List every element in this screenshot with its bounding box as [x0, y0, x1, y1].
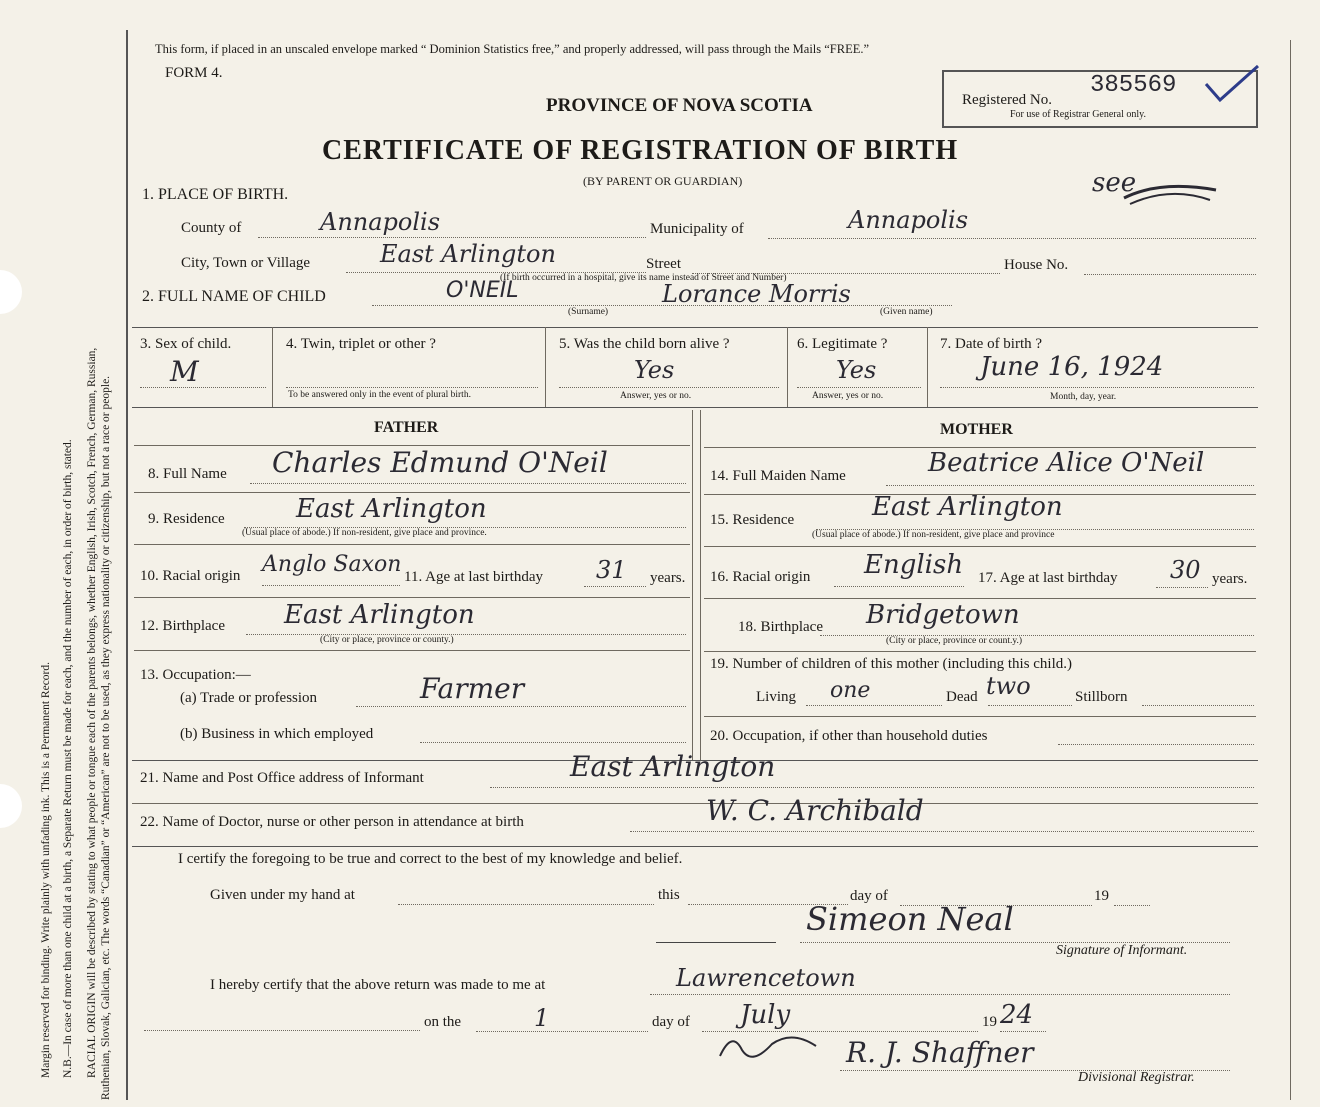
stillborn-label: Stillborn	[1075, 689, 1128, 705]
municipality-value: Annapolis	[848, 206, 969, 234]
twin-label: 4. Twin, triplet or other ?	[286, 336, 436, 352]
mother-age-label: 17. Age at last birthday	[978, 570, 1118, 586]
child-surname: O'NEIL	[446, 278, 519, 303]
mother-children-label: 19. Number of children of this mother (including this child.)	[710, 656, 1073, 672]
father-birth-label: 12. Birthplace	[140, 618, 225, 634]
doctor-line	[630, 831, 1254, 832]
alive-note: Answer, yes or no.	[620, 391, 692, 401]
father-birth-value: East Arlington	[284, 600, 475, 630]
day-of-label: day of	[850, 888, 888, 904]
county-value: Annapolis	[320, 208, 441, 236]
registered-label: Registered No.	[962, 92, 1052, 108]
place-heading: 1. PLACE OF BIRTH.	[142, 186, 289, 203]
father-birth-note: (City or place, province or county.)	[320, 635, 454, 645]
punch-hole-top	[0, 270, 22, 314]
parents-divider-right	[700, 410, 701, 760]
alive-label: 5. Was the child born alive ?	[559, 336, 730, 352]
year2-line	[1000, 1031, 1046, 1032]
mother-birth-label: 18. Birthplace	[738, 619, 823, 635]
mother-birth-note: (City or place, province or count.y.)	[886, 636, 1023, 646]
col-rule-3	[787, 327, 788, 407]
mother-rule-15	[704, 546, 1256, 547]
father-age-value: 31	[596, 556, 627, 584]
mail-notice: This form, if placed in an unscaled envelope marked “ Dominion Statistics free,” and properly addressed, will pass through the Mails “FREE.”	[155, 42, 870, 56]
mother-race-label: 16. Racial origin	[710, 569, 811, 585]
strikeout-mark	[1120, 172, 1220, 212]
year-line	[1114, 905, 1150, 906]
registered-number: 385569	[1090, 72, 1177, 99]
sex-value: M	[170, 355, 199, 388]
father-race-label: 10. Racial origin	[140, 568, 241, 584]
father-trade-line	[356, 706, 686, 707]
stillborn-line	[1142, 705, 1254, 706]
mother-race-value: English	[864, 550, 964, 580]
year2-value: 24	[1000, 1000, 1034, 1030]
informant-line	[490, 787, 1254, 788]
father-years-label: years.	[650, 570, 686, 586]
living-line	[806, 705, 942, 706]
row-rule-parents	[132, 407, 1258, 408]
left-sig-rule	[656, 942, 776, 943]
living-label: Living	[756, 689, 796, 705]
return-place-line	[650, 994, 1230, 995]
day-of2-label: day of	[652, 1014, 690, 1030]
legit-value: Yes	[836, 356, 877, 384]
row-rule-top	[132, 327, 1258, 328]
father-age-line	[584, 586, 646, 587]
legit-label: 6. Legitimate ?	[797, 336, 888, 352]
this-label: this	[658, 887, 680, 903]
father-occ-label: 13. Occupation:—	[140, 667, 251, 683]
page-title: CERTIFICATE OF REGISTRATION OF BIRTH	[322, 135, 959, 166]
mother-rule-16	[704, 598, 1256, 599]
father-heading: FATHER	[374, 419, 439, 436]
father-birth-line	[246, 634, 686, 635]
given-label: Given under my hand at	[210, 887, 355, 903]
father-rule-9	[134, 544, 690, 545]
municipality-line	[768, 238, 1256, 239]
father-res-note: (Usual place of abode.) If non-resident, give place and province.	[242, 528, 487, 538]
mother-name-label: 14. Full Maiden Name	[710, 468, 846, 484]
father-race-line	[262, 585, 400, 586]
dob-note: Month, day, year.	[1050, 392, 1117, 402]
mother-birth-value: Bridgetown	[866, 600, 1020, 630]
return-place: Lawrencetown	[676, 964, 856, 992]
dob-value: June 16, 1924	[980, 352, 1164, 382]
doctor-rule	[132, 846, 1258, 847]
informant-signature: Simeon Neal	[806, 900, 1014, 938]
twin-line	[286, 387, 538, 388]
father-name-line	[250, 483, 686, 484]
doctor-label: 22. Name of Doctor, nurse or other person in attendance at birth	[140, 814, 524, 830]
dead-line	[988, 705, 1072, 706]
father-business-line	[420, 742, 686, 743]
county-label: County of	[181, 220, 242, 236]
margin-text-racial: RACIAL ORIGIN will be described by stating to what people or tongue each of the parents belongs, whether English, Irish, Scotch, French, German, Russian,	[86, 347, 98, 1078]
informant-label: 21. Name and Post Office address of Informant	[140, 770, 424, 786]
year2-prefix: 19	[982, 1014, 997, 1030]
lead-line	[144, 1030, 420, 1031]
col-rule-1	[272, 327, 273, 407]
margin-text-racial-cont: Ruthenian, Slovak, Galician, etc. The words “Canadian” or “American” are not to be used, as they express nationality or citizenship, but not a race or people.	[100, 375, 112, 1100]
col-rule-2	[545, 327, 546, 407]
father-trade-label: (a) Trade or profession	[180, 690, 318, 706]
mother-res-label: 15. Residence	[710, 512, 795, 528]
given-place-line	[398, 904, 654, 905]
father-res-label: 9. Residence	[148, 511, 225, 527]
father-trade-value: Farmer	[420, 672, 525, 705]
flourish-mark	[712, 1026, 822, 1066]
margin-border	[126, 30, 128, 1100]
day-value: 1	[534, 1004, 550, 1032]
house-line	[1084, 274, 1256, 275]
day-value-line	[476, 1031, 648, 1032]
mother-name-line	[886, 485, 1254, 486]
surname-caption: (Surname)	[568, 307, 609, 317]
father-age-label: 11. Age at last birthday	[404, 569, 543, 585]
informant-rule	[132, 803, 1258, 804]
corner-note: see	[1092, 168, 1137, 198]
mother-occ-label: 20. Occupation, if other than household duties	[710, 728, 988, 744]
doctor-value: W. C. Archibald	[706, 794, 924, 827]
dob-label: 7. Date of birth ?	[940, 336, 1043, 352]
street-label: Street	[646, 256, 681, 272]
father-name-value: Charles Edmund O'Neil	[272, 446, 608, 479]
margin-text-nb: N.B.—In case of more than one child at a birth, a Separate Return must be made for each, and the number of each, in order of birth, stated.	[62, 439, 74, 1078]
informant-value: East Arlington	[570, 750, 776, 783]
child-name-label: 2. FULL NAME OF CHILD	[142, 288, 326, 305]
checkmark-icon	[1202, 62, 1262, 107]
hospital-note: (If birth occurred in a hospital, give its name instead of Street and Number)	[500, 273, 787, 283]
house-label: House No.	[1004, 257, 1069, 273]
return-text: I hereby certify that the above return was made to me at	[210, 977, 546, 993]
dead-label: Dead	[946, 689, 978, 705]
certify-text: I certify the foregoing to be true and correct to the best of my knowledge and belief.	[178, 851, 683, 867]
father-res-value: East Arlington	[296, 494, 487, 524]
year-prefix: 19	[1094, 888, 1109, 904]
mother-age-value: 30	[1170, 556, 1201, 584]
legit-note: Answer, yes or no.	[812, 391, 884, 401]
registrar-signature: R. J. Shaffner	[846, 1036, 1034, 1069]
dead-value: two	[986, 672, 1031, 700]
sex-label: 3. Sex of child.	[140, 336, 232, 352]
mother-occ-line	[1058, 744, 1254, 745]
given-caption: (Given name)	[880, 307, 933, 317]
mother-heading: MOTHER	[940, 421, 1013, 438]
parents-divider-left	[692, 410, 693, 760]
city-value: East Arlington	[380, 240, 556, 268]
registrar-caption: Divisional Registrar.	[1078, 1070, 1195, 1085]
col-rule-4	[927, 327, 928, 407]
father-rule-8	[134, 492, 690, 493]
registrar-note: For use of Registrar General only.	[1010, 109, 1146, 120]
form-number: FORM 4.	[165, 65, 223, 81]
county-line	[258, 237, 646, 238]
sex-line	[140, 387, 266, 388]
legit-line	[797, 387, 921, 388]
father-rule-12	[134, 650, 690, 651]
informant-sig-caption: Signature of Informant.	[1056, 943, 1188, 958]
province-heading: PROVINCE OF NOVA SCOTIA	[546, 95, 813, 116]
form-right-border	[1290, 40, 1291, 1100]
mother-rule-18	[704, 651, 1256, 652]
alive-value: Yes	[634, 356, 675, 384]
living-value: one	[830, 678, 871, 703]
twin-note: To be answered only in the event of plural birth.	[288, 390, 471, 400]
city-label: City, Town or Village	[181, 255, 311, 271]
margin-text-binding: Margin reserved for binding. Write plainly with unfading ink. This is a Permanent Record.	[40, 661, 52, 1078]
mother-rule-19	[704, 716, 1256, 717]
mother-name-value: Beatrice Alice O'Neil	[928, 448, 1205, 478]
municipality-label: Municipality of	[650, 221, 744, 237]
alive-line	[559, 387, 779, 388]
registered-box	[942, 70, 1258, 128]
mother-years-label: years.	[1212, 571, 1248, 587]
father-business-label: (b) Business in which employed	[180, 726, 374, 742]
mother-res-note: (Usual place of abode.) If non-resident, give place and province	[812, 530, 1055, 540]
father-race-value: Anglo Saxon	[262, 552, 402, 577]
father-rule-10	[134, 597, 690, 598]
punch-hole-bottom	[0, 784, 22, 828]
on-the-label: on the	[424, 1014, 462, 1030]
page-subtitle: (BY PARENT OR GUARDIAN)	[583, 174, 743, 188]
mother-age-line	[1156, 587, 1208, 588]
mother-res-value: East Arlington	[872, 492, 1063, 522]
father-name-label: 8. Full Name	[148, 466, 227, 482]
dob-line	[940, 387, 1254, 388]
child-given-name: Lorance Morris	[662, 280, 851, 308]
mother-race-line	[834, 586, 964, 587]
month-value: July	[740, 1000, 791, 1030]
